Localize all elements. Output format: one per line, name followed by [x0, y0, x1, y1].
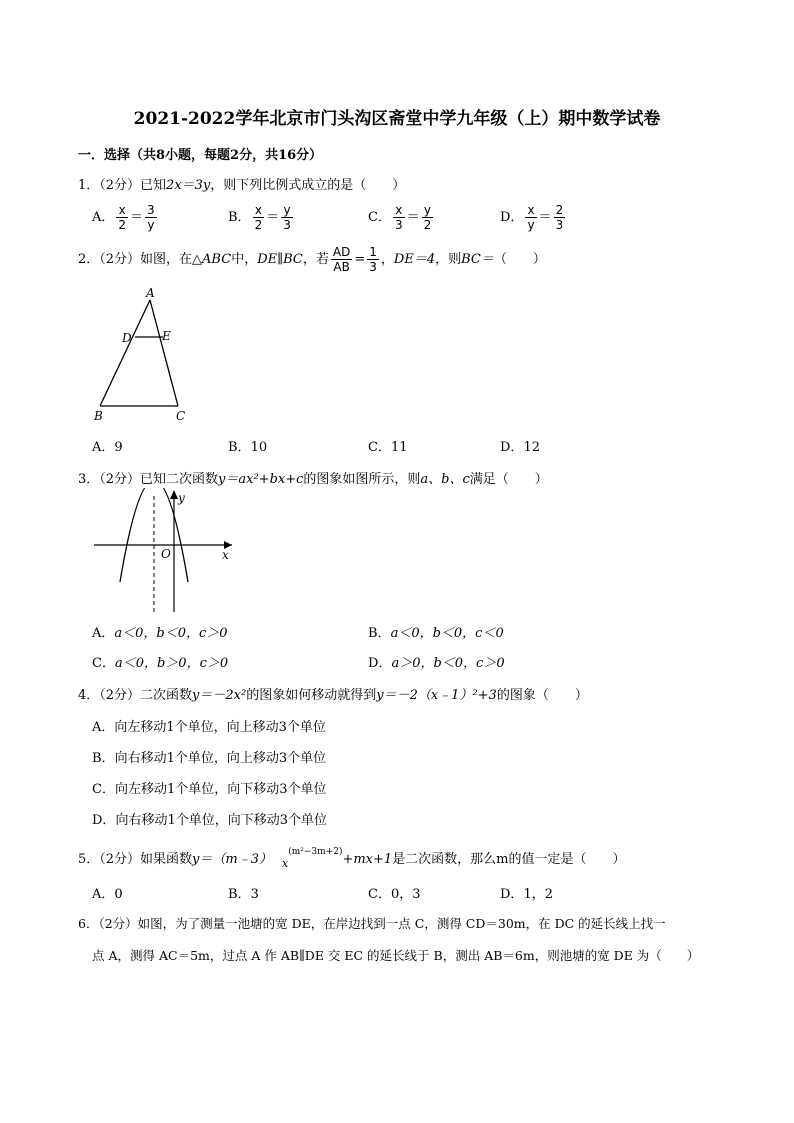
fraction: $\frac{x}{2}$ — [118, 203, 127, 232]
q5-option-d[interactable]: D．1，2 — [500, 887, 553, 902]
origin-label: O — [161, 547, 171, 561]
q2-option-c[interactable]: C．11 — [368, 440, 408, 455]
axis-label-y: y — [178, 491, 185, 505]
question-2-stem: 2．（2分）如图，在△ABC中，DE∥BC，若 $\frac{AD}{AB}$ = $\frac{1}{3}$ ，DE＝4，则BC＝（ ） — [78, 245, 546, 274]
question-6-line-2: 点 A，测得 AC＝5m，过点 A 作 AB∥DE 交 EC 的延长线于 B，测出 AB＝6m，则池塘的宽 DE 为（ ） — [92, 948, 700, 963]
fraction: $\frac{y}{2}$ — [423, 203, 432, 232]
fraction: $\frac{y}{3}$ — [283, 203, 291, 232]
question-1-stem — [78, 174, 405, 193]
q2-option-a[interactable]: A．9 — [92, 440, 123, 455]
label-c: C — [176, 409, 186, 423]
question-6-line-1: 6．（2分）如图，为了测量一池塘的宽 DE，在岸边找到一点 C，测得 CD＝30m，在 DC 的延长线上找一 — [78, 916, 666, 931]
fraction: $\frac{x}{3}$ — [394, 203, 403, 232]
q3-option-c[interactable]: C．a＜0，b＞0，c＞0 — [92, 656, 229, 671]
fraction: $\frac{AD}{AB}$ — [332, 245, 351, 274]
fraction: $\frac{1}{3}$ — [369, 245, 377, 274]
q5-option-b[interactable]: B．3 — [228, 887, 259, 902]
q1-prefix: 1．（2分）已知 — [78, 178, 167, 193]
question-4-stem: 4．（2分）二次函数y＝－2x²的图象如何移动就得到y＝－2（x﹣1）²+3的图象（ ） — [78, 688, 588, 703]
q1-option-a[interactable]: A． $\frac{x}{2}$ ＝ $\frac{3}{y}$ — [92, 203, 155, 232]
fraction: $\frac{2}{3}$ — [555, 203, 564, 232]
page-title: 2021-2022学年北京市门头沟区斋堂中学九年级（上）期中数学试卷 — [133, 109, 661, 129]
question-5-stem: 5．（2分）如果函数y＝（m﹣3） $_x^{(m^2-3m+2)}$+mx+1是二次函数，那么m的值一定是（ ） — [78, 846, 626, 870]
option-label: C． — [368, 210, 391, 225]
q1-option-d[interactable]: D． $\frac{x}{y}$ ＝ $\frac{2}{3}$ — [500, 203, 564, 232]
label-b: B — [94, 409, 103, 423]
option-label: A． — [92, 210, 115, 225]
label-d: D — [122, 331, 132, 345]
q5-option-a[interactable]: A．0 — [92, 887, 123, 902]
q1-equation: 2x＝3y — [166, 178, 211, 193]
q4-option-c[interactable]: C．向左移动1个单位，向下移动3个单位 — [92, 782, 327, 797]
q3-option-d[interactable]: D．a＞0，b＜0，c＞0 — [368, 656, 505, 671]
q1-suffix: ，则下列比例式成立的是（ ） — [210, 178, 406, 193]
option-label: D． — [500, 210, 524, 225]
q2-option-b[interactable]: B．10 — [228, 440, 268, 455]
fraction: $\frac{3}{y}$ — [147, 203, 155, 232]
label-a: A — [146, 286, 155, 300]
q4-option-a[interactable]: A．向左移动1个单位，向上移动3个单位 — [92, 720, 326, 735]
triangle-figure — [88, 286, 198, 426]
axis-label-x: x — [222, 548, 229, 562]
fraction: $\frac{x}{y}$ — [527, 203, 535, 232]
q3-option-b[interactable]: B．a＜0，b＜0，c＜0 — [368, 626, 504, 641]
parabola-figure — [90, 488, 240, 616]
q5-option-c[interactable]: C．0，3 — [368, 887, 421, 902]
option-label: B． — [228, 210, 251, 225]
question-3-stem: 3．（2分）已知二次函数y＝ax²+bx+c的图象如图所示，则a、b、c满足（ ） — [78, 472, 548, 487]
q4-option-b[interactable]: B．向右移动1个单位，向上移动3个单位 — [92, 751, 327, 766]
q1-option-c[interactable]: C． $\frac{x}{3}$ ＝ $\frac{y}{2}$ — [368, 203, 432, 232]
label-e: E — [162, 329, 171, 343]
q2-option-d[interactable]: D．12 — [500, 440, 540, 455]
fraction: $\frac{x}{2}$ — [254, 203, 263, 232]
q3-option-a[interactable]: A．a＜0，b＜0，c＞0 — [92, 626, 228, 641]
q4-option-d[interactable]: D．向右移动1个单位，向下移动3个单位 — [92, 813, 327, 828]
section-heading: 一．选择（共8小题，每题2分，共16分） — [78, 148, 323, 163]
q1-option-b[interactable]: B． $\frac{x}{2}$ ＝ $\frac{y}{3}$ — [228, 203, 291, 232]
